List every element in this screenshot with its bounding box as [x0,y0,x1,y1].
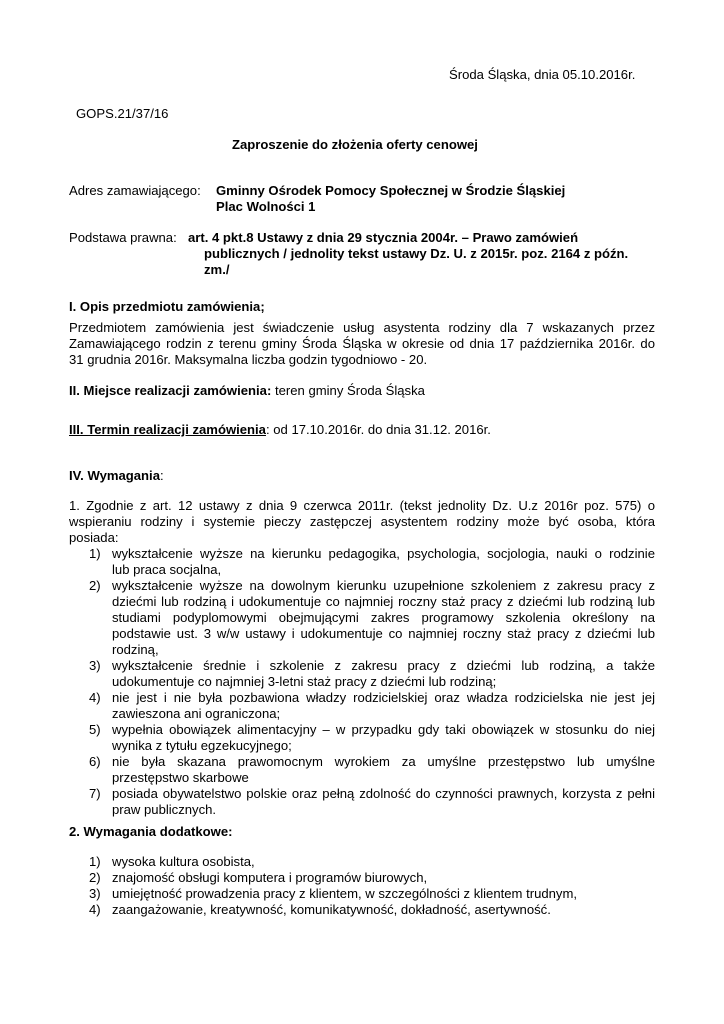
list-item-number: 2) [89,870,101,885]
list-item-number: 1) [89,854,101,869]
paragraph-line: posiada: [69,530,119,545]
list-item-number: 4) [89,902,101,917]
list-item-number: 1) [89,546,101,561]
list-item-line: dziećmi lub rodziną i udokumentuje co najmniej roczny staż pracy z dziećmi lub rodziną lub [112,594,655,609]
legal-basis-label: Podstawa prawna: [69,230,177,245]
list-item-number: 3) [89,886,101,901]
list-item [69,690,655,722]
section-4-heading: IV. Wymagania [69,468,160,483]
section-2-heading: II. Miejsce realizacji zamówienia: [69,383,272,398]
list-item-line: znajomość obsługi komputera i programów biurowych, [112,870,428,885]
reference-number: GOPS.21/37/16 [76,106,169,121]
list-item-line: zawieszona ani ograniczona; [112,706,281,721]
address-line-2: Plac Wolności 1 [216,199,316,214]
section-3-text: : od 17.10.2016r. do dnia 31.12. 2016r. [265,422,491,437]
place-date: Środa Śląska, dnia 05.10.2016r. [449,67,636,82]
list-item-line: rodziną, [112,642,159,657]
list-item-line: umiejętność prowadzenia pracy z klientem, w szczególności z klientem trudnym, [112,886,578,901]
list-item-number: 5) [89,722,101,737]
list-item-number: 6) [89,754,101,769]
list-item [69,722,655,754]
list-item-line: przestępstwo skarbowe [112,770,249,785]
legal-basis-line-3: zm./ [204,262,230,277]
section-4 [69,468,164,484]
section-3-heading: III. Termin realizacji zamówienia [69,422,266,437]
list-item-line: nie jest i nie była pozbawiona władzy rodzicielskiej oraz władza rodzicielska nie jest jej [112,690,655,705]
list-item-line: wynika z tytułu egzekucyjnego; [112,738,292,753]
list-item [69,886,655,902]
paragraph-line: Zamawiającego rodzin z terenu gminy Środa Śląska w okresie od dnia 17 października 2016r. do [69,336,655,351]
list-item [69,546,655,578]
paragraph-line: Przedmiotem zamówienia jest świadczenie usług asystenta rodziny dla 7 wskazanych przez [69,320,655,335]
section-1-heading: I. Opis przedmiotu zamówienia; [69,299,265,314]
list-item-number: 7) [89,786,101,801]
list-item-line: wykształcenie średnie i szkolenie z zakresu pracy z dziećmi lub rodziną, a także [112,658,655,673]
list-item-number: 2) [89,578,101,593]
list-item [69,854,655,870]
list-item-line: podstawie ust. 3 w/w ustawy i udokumentuje co najmniej roczny staż pracy z dziećmi lub [112,626,655,641]
additional-requirements-list [69,854,655,918]
document-title: Zaproszenie do złożenia oferty cenowej [232,137,478,152]
legal-basis-line-1: art. 4 pkt.8 Ustawy z dnia 29 stycznia 2004r. – Prawo zamówień [188,230,579,245]
section-2 [69,383,425,399]
address-label: Adres zamawiającego: [69,183,201,198]
list-item [69,786,655,818]
list-item-number: 4) [89,690,101,705]
section-4-colon: : [159,468,164,483]
list-item-line: praw publicznych. [112,802,217,817]
list-item [69,870,655,886]
paragraph-line: 31 grudnia 2016r. Maksymalna liczba godzin tygodniowo - 20. [69,352,428,367]
list-item-line: wypełnia obowiązek alimentacyjny – w przypadku gdy taki obowiązek w stosunku do niej [112,722,655,737]
list-item [69,658,655,690]
list-item-number: 3) [89,658,101,673]
section-3 [69,422,491,438]
list-item-line: nie była skazana prawomocnym wyrokiem za umyślne przestępstwo lub umyślne [112,754,655,769]
list-item [69,578,655,658]
list-item-line: udokumentuje co najmniej 3-letni staż pracy z dziećmi lub rodziną; [112,674,497,689]
paragraph-line: wspieraniu rodziny i systemie pieczy zastępczej asystentem rodziny może być osoba, która [69,514,655,529]
requirements-list [69,546,655,818]
list-item-line: posiada obywatelstwo polskie oraz pełną zdolność do czynności prawnych, korzysta z pełni [112,786,655,801]
list-item [69,902,655,918]
list-item-line: wykształcenie wyższe na dowolnym kierunku uzupełnione szkoleniem z zakresu pracy z [112,578,655,593]
list-item-line: lub praca socjalna, [112,562,222,577]
list-item-line: wykształcenie wyższe na kierunku pedagogika, psychologia, socjologia, nauki o rodzinie [112,546,655,561]
section-1-paragraph [69,320,655,368]
list-item-line: studiami podyplomowymi obejmującymi zakres programowy szkolenia określony na [112,610,655,625]
list-item-line: wysoka kultura osobista, [112,854,255,869]
additional-requirements-heading: 2. Wymagania dodatkowe: [69,824,233,839]
section-4-intro [69,498,655,546]
list-item-line: zaangażowanie, kreatywność, komunikatywność, dokładność, asertywność. [112,902,551,917]
legal-basis-line-2: publicznych / jednolity tekst ustawy Dz. U. z 2015r. poz. 2164 z późn. [204,246,629,261]
address-line-1: Gminny Ośrodek Pomocy Społecznej w Środzie Śląskiej [216,183,566,198]
list-item [69,754,655,786]
section-2-text: teren gminy Środa Śląska [271,383,425,398]
paragraph-line: 1. Zgodnie z art. 12 ustawy z dnia 9 czerwca 2011r. (tekst jednolity Dz. U.z 2016r poz. 575) o [69,498,655,513]
